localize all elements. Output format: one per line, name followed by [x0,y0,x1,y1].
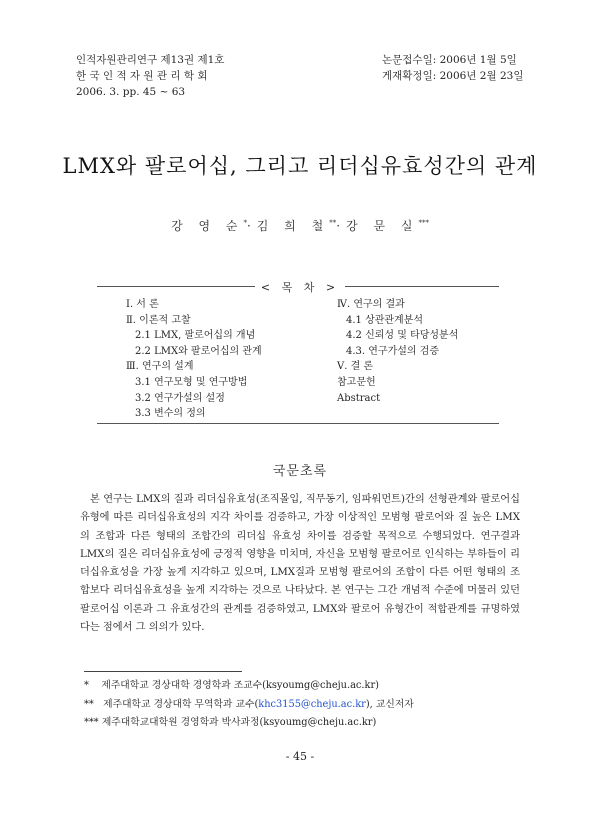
toc-item: 2.1 LMX, 팔로어십의 개념 [135,330,256,342]
toc-item: Abstract [337,392,381,404]
abstract-body: 본 연구는 LMX의 질과 리더십유효성(조직몰입, 직무동기, 임파워먼트)간의 선형관계와 팔로어십유형에 따른 리더십유효성의 지각 차이를 검증하고, 가장 이상적인 모범형 팔로어와 질 높은 LMX의 조합과 다른 형태의 조합간의 리더십 유효성 차이를 검증할 목적으로 수행되었다. 연구결과 LMX의 질은 리더십유효성에 긍정적 영향을 미치며, 자신을 모범형 팔로어로 인식하는 부하들이 리더십유효성을 가장 높게 지각하고 있으며, LMX질과 모범형 팔로어의 조합이 다른 어떤 형태의 조합보다 리더십유효성을 높게 지각하는 것으로 나타났다. 본 연구는 그간 개념적 수준에 머물러 있던 팔로어십 이론과 그 유효성간의 관계를 검증하였고, LMX와 팔로어 유형간이 적합관계를 규명하였다는 점에서 그 의의가 있다. [80,494,520,634]
author-separator: · [336,219,347,233]
footnote-mark: * [84,680,89,691]
paper-title: LMX와 팔로어십, 그리고 리더십유효성간의 관계 [62,154,538,178]
author-3-mark: *** [418,219,429,227]
footnote-3 [84,714,414,733]
accepted-date: 게재확정일: 2006년 2월 23일 [382,70,524,82]
footnote-1 [84,677,414,696]
author-1-mark: * [243,219,247,227]
toc-left-column [126,297,262,422]
author-2-mark: ** [329,219,337,227]
footnote-text: 제주대학교 경상대학 무역학과 교수( [103,698,259,710]
toc-item: Ⅰ. 서 론 [126,299,159,310]
toc-item: 4.2 신뢰성 및 타당성분석 [346,330,459,342]
footnote-2 [84,696,414,715]
toc-item: Ⅱ. 이론적 고찰 [126,314,191,326]
footnote-text: 제주대학교대학원 경영학과 박사과정(ksyoumg@cheju.ac.kr) [101,717,377,728]
toc-right-column [337,297,458,406]
abstract-heading: 국문초록 [272,464,328,479]
toc-item: 3.1 연구모형 및 연구방법 [135,376,248,388]
author-list [0,217,600,234]
society-name: 한 국 인 적 자 원 관 리 학 회 [76,70,208,82]
author-3: 강 문 실 [346,219,419,233]
toc-item: Ⅳ. 연구의 결과 [337,299,405,310]
toc-item: 4.1 상관관계분석 [346,314,424,326]
toc-title [0,279,600,295]
toc-item: 3.3 변수의 정의 [135,408,206,420]
toc-item: Ⅲ. 연구의 설계 [126,361,194,373]
toc-item: 2.2 LMX와 팔로어십의 관계 [135,345,262,357]
toc-item: 참고문헌 [337,376,376,388]
footnote-text: 제주대학교 경상대학 경영학과 조교수(ksyoumg@cheju.ac.kr) [101,680,379,691]
author-separator: · [246,219,257,233]
author-2: 김 희 철 [256,219,330,233]
submission-info [382,52,523,84]
email-link[interactable]: khc3155@cheju.ac.kr [258,698,366,710]
received-date: 논문접수일: 2006년 1월 5일 [382,54,517,66]
footnote-mark: ** [84,698,94,710]
page-number: - 45 - [285,750,315,763]
footnote-rule [84,671,242,672]
footnote-text: ), 교신저자 [365,698,414,710]
toc-item: 3.2 연구가설의 설정 [135,392,225,404]
toc-item: Ⅴ. 결 론 [337,361,374,373]
toc-title-text: < 목 차 > [255,281,345,294]
footnotes [84,677,414,733]
journal-info [76,52,224,100]
issue-pages: 2006. 3. pp. 45 ~ 63 [76,86,186,98]
author-1: 강 영 순 [171,219,244,233]
toc-item: 4.3. 연구가설의 검증 [346,345,440,357]
journal-name: 인적자원관리연구 제13권 제1호 [76,54,225,66]
footnote-mark: *** [84,717,99,728]
